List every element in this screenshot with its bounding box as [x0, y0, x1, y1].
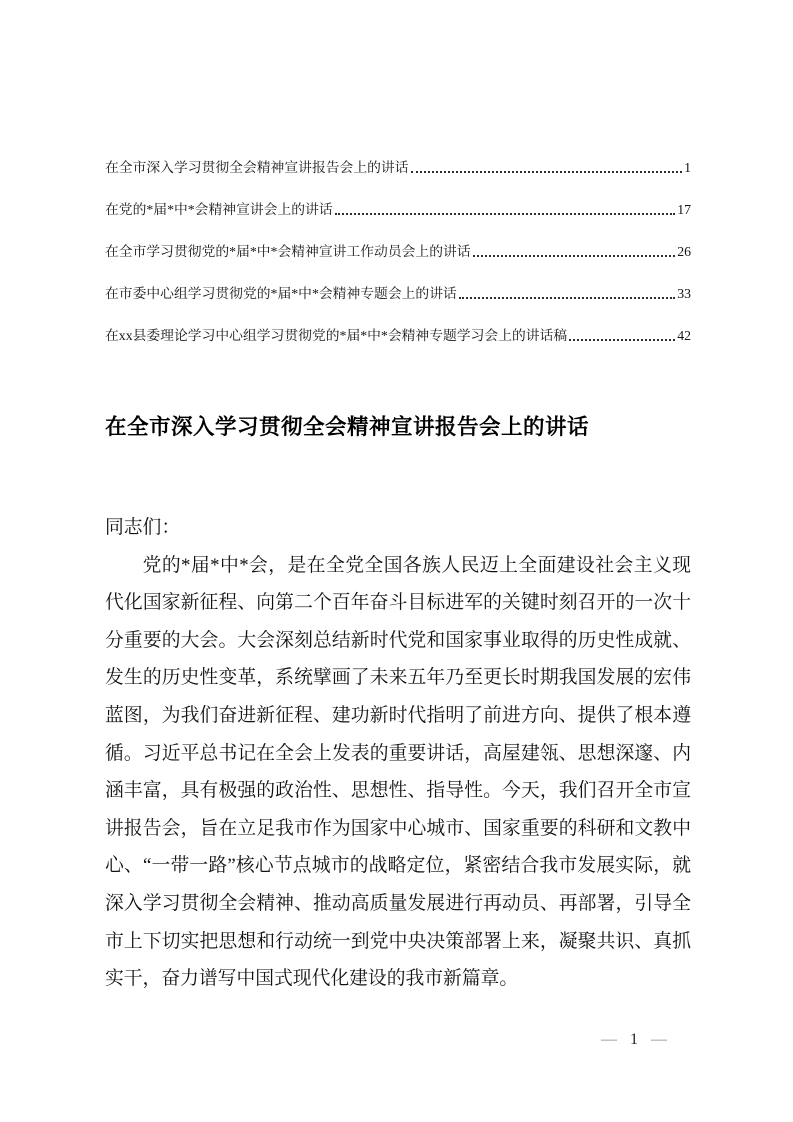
toc-entry[interactable]	[105, 202, 691, 218]
toc-page-number: 1	[684, 160, 691, 175]
toc-entry[interactable]	[105, 328, 691, 344]
toc-dotted-leader	[569, 339, 675, 341]
page-number-footer	[566, 1031, 702, 1049]
article-paragraph: 党的*届*中*会，是在全党全国各族人民迈上全面建设社会主义现代化国家新征程、向第二个百年奋斗目标进军的关键时刻召开的一次十分重要的大会。大会深刻总结新时代党和国家事业取得的历史性成就、发生的历史性变革，系统擘画了未来五年乃至更长时期我国发展的宏伟蓝图，为我们奋进新征程、建功新时代指明了前进方向、提供了根本遵循。习近平总书记在全会上发表的重要讲话，高屋建瓴、思想深邃、内涵丰富，具有极强的政治性、思想性、指导性。今天，我们召开全市宣讲报告会，旨在立足我市作为国家中心城市、国家重要的科研和文教中心、“一带一路”核心节点城市的战略定位，紧密结合我市发展实际，就深入学习贯彻全会精神、推动高质量发展进行再动员、再部署，引导全市上下切实把思想和行动统一到党中央决策部署上来，凝聚共识、真抓实干，奋力谱写中国式现代化建设的我市新篇章。	[105, 554, 691, 990]
toc-page-number: 26	[677, 244, 691, 259]
toc-dotted-leader	[459, 297, 675, 299]
toc-entry[interactable]	[105, 286, 691, 302]
article-body	[105, 509, 691, 998]
toc-entry[interactable]	[105, 160, 691, 176]
toc-entry-title: 在全市学习贯彻党的*届*中*会精神宣讲工作动员会上的讲话	[105, 244, 471, 259]
toc-dotted-leader	[411, 171, 683, 173]
toc-entry-title: 在全市深入学习贯彻全会精神宣讲报告会上的讲话	[105, 160, 409, 175]
toc-entry-title: 在市委中心组学习贯彻党的*届*中*会精神专题会上的讲话	[105, 286, 457, 301]
page-number-dash-right: —	[651, 1031, 667, 1048]
toc-page-number: 42	[677, 328, 691, 343]
toc-entry-title: 在xx县委理论学习中心组学习贯彻党的*届*中*会精神专题学习会上的讲话稿	[105, 328, 568, 343]
toc-page-number: 33	[677, 286, 691, 301]
article-title: 在全市深入学习贯彻全会精神宣讲报告会上的讲话	[105, 415, 590, 439]
toc-dotted-leader	[335, 213, 676, 215]
toc-dotted-leader	[473, 255, 676, 257]
page-number-dash-left: —	[601, 1031, 617, 1048]
toc-page-number: 17	[677, 202, 691, 217]
table-of-contents	[105, 160, 691, 370]
toc-entry[interactable]	[105, 244, 691, 260]
toc-entry-title: 在党的*届*中*会精神宣讲会上的讲话	[105, 202, 333, 217]
salutation: 同志们：	[105, 517, 181, 538]
page-number: 1	[630, 1031, 638, 1048]
